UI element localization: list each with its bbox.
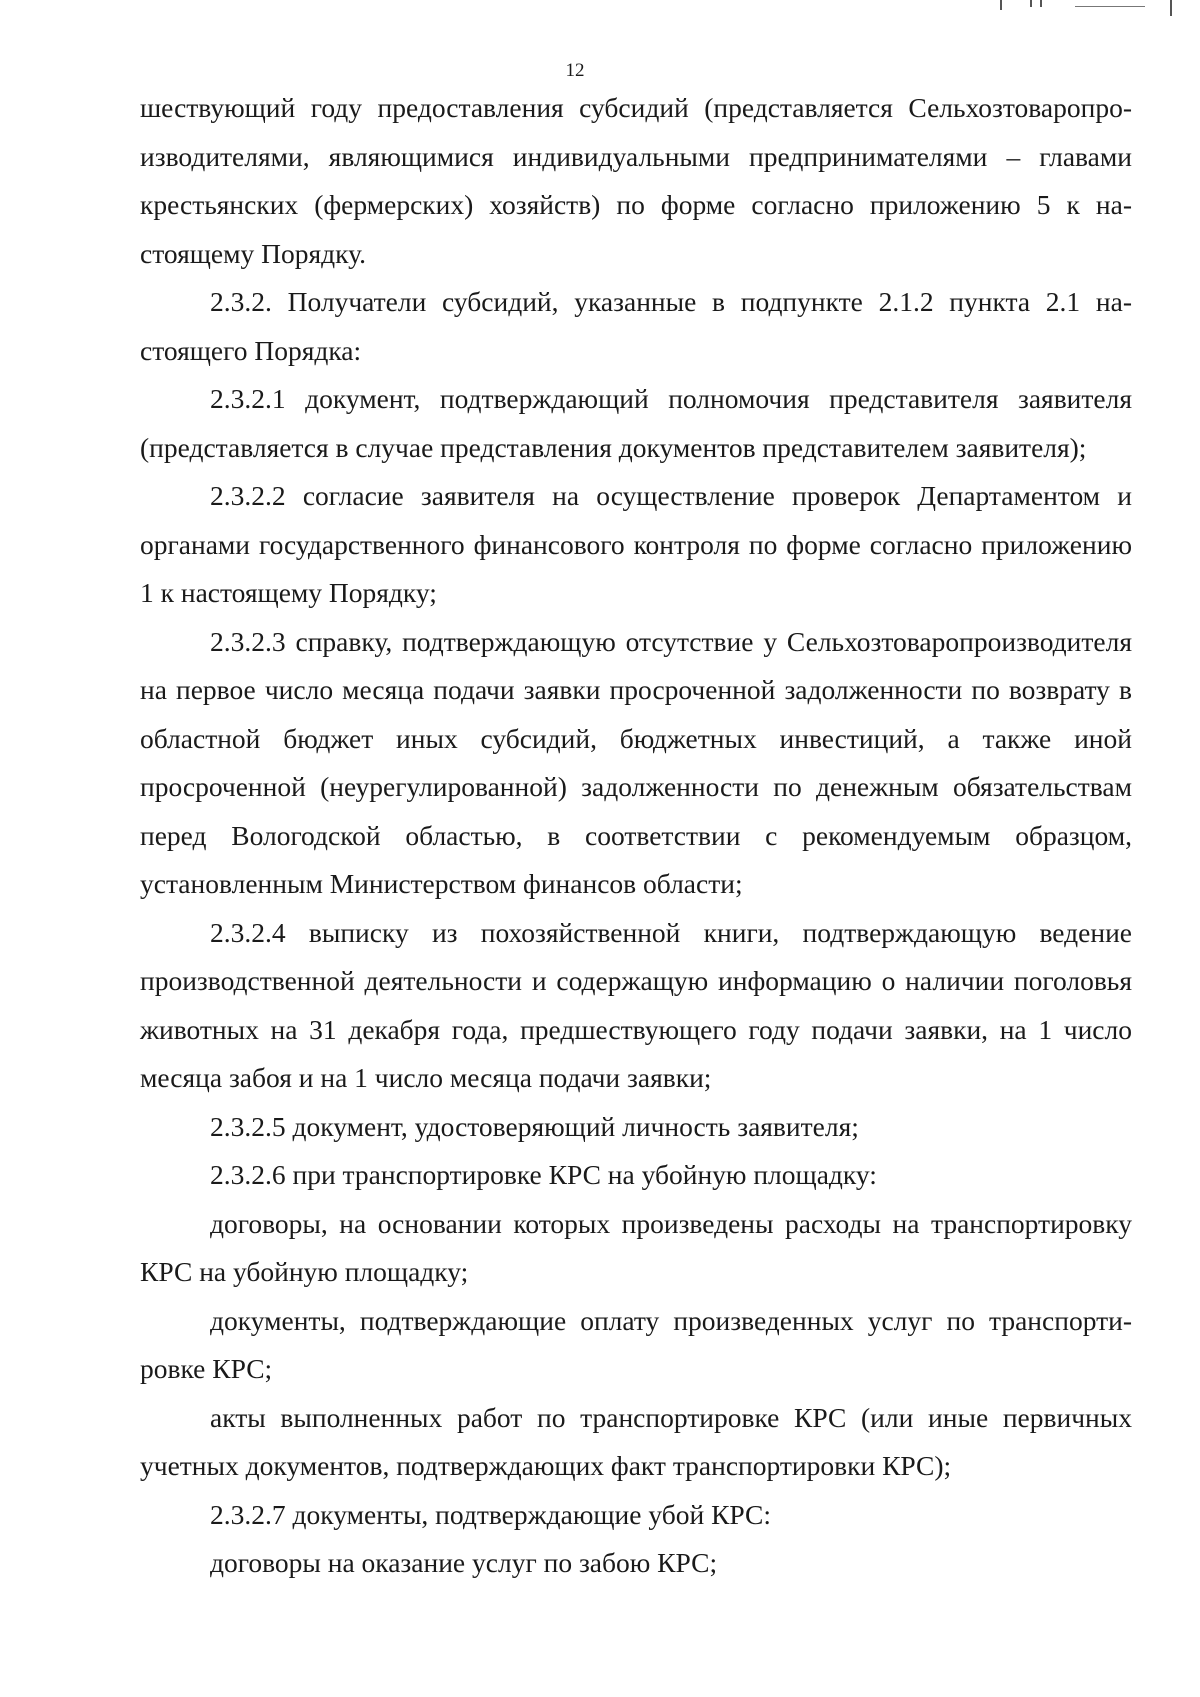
scan-artifact-line <box>1075 6 1145 7</box>
paragraph-slaughter-contracts: договоры на оказание услуг по забою КРС; <box>210 1547 718 1578</box>
paragraph-transport-contracts: договоры, на основании которых произведены расходы на транспортировку КРС на убойную площадку; <box>140 1207 1132 1287</box>
paragraph-2-3-2-4: 2.3.2.4 выписку из похозяйственной книги, подтверждающую ведение производственной деятельности и содержащую информацию о наличии поголовья животных на 31 декабря года, предшествующего году подачи заявки, на 1 число месяца забоя и на 1 число месяца подачи заявки; <box>140 916 1132 1093</box>
scan-artifact-mark <box>1170 0 1172 16</box>
paragraph-2-3-2-3: 2.3.2.3 справку, подтверждающую отсутствие у Сельхозтоваропроизводителя на первое число месяца подачи заявки просроченной задолженности по возврату в областной бюджет иных субсидий, бюджетных инвестиций, а также иной просроченной (неурегулированной) задолженности по денежным обязательствам перед Вологодской областью, в соответствии с рекомендуемым образцом, установленным Министерством финансов области; <box>140 625 1132 899</box>
paragraph-2-3-2-7: 2.3.2.7 документы, подтверждающие убой КРС: <box>210 1498 772 1530</box>
scan-artifact-mark <box>1040 0 1042 7</box>
paragraph-2-3-2-2: 2.3.2.2 согласие заявителя на осуществление проверок Департаментом и органами государственного финансового контроля по форме согласно приложению 1 к настоящему Порядку; <box>140 480 1132 608</box>
scan-artifact-mark <box>1000 0 1002 10</box>
paragraph-2-3-2: 2.3.2. Получатели субсидий, указанные в подпункте 2.1.2 пункта 2.1 настоящего Порядка: <box>140 286 1132 366</box>
paragraph-2-3-2-1: 2.3.2.1 документ, подтверждающий полномочия представителя заявителя (представляется в случае представления документов представителем заявителя); <box>140 383 1132 463</box>
paragraph-transport-payment: документы, подтверждающие оплату произведенных услуг по транспортировке КРС; <box>140 1304 1132 1384</box>
paragraph-2-3-2-6: 2.3.2.6 при транспортировке КРС на убойную площадку: <box>210 1159 877 1190</box>
paragraph-transport-acts: акты выполненных работ по транспортировке КРС (или иные первичных учетных документов, подтверждающих факт транспортировки КРС); <box>140 1401 1132 1481</box>
scan-artifact-mark <box>1030 0 1032 7</box>
paragraph-continuation: шествующий году предоставления субсидий (представляется Сельхозтоваропроизводителями, являющимися индивидуальными предпринимателями – главами крестьянских (фермерских) хозяйств) по форме согласно приложению 5 к настоящему Порядку. <box>140 92 1132 269</box>
paragraph-2-3-2-5: 2.3.2.5 документ, удостоверяющий личность заявителя; <box>210 1110 859 1142</box>
page-number: 12 <box>565 60 585 81</box>
document-body <box>140 84 1132 1588</box>
